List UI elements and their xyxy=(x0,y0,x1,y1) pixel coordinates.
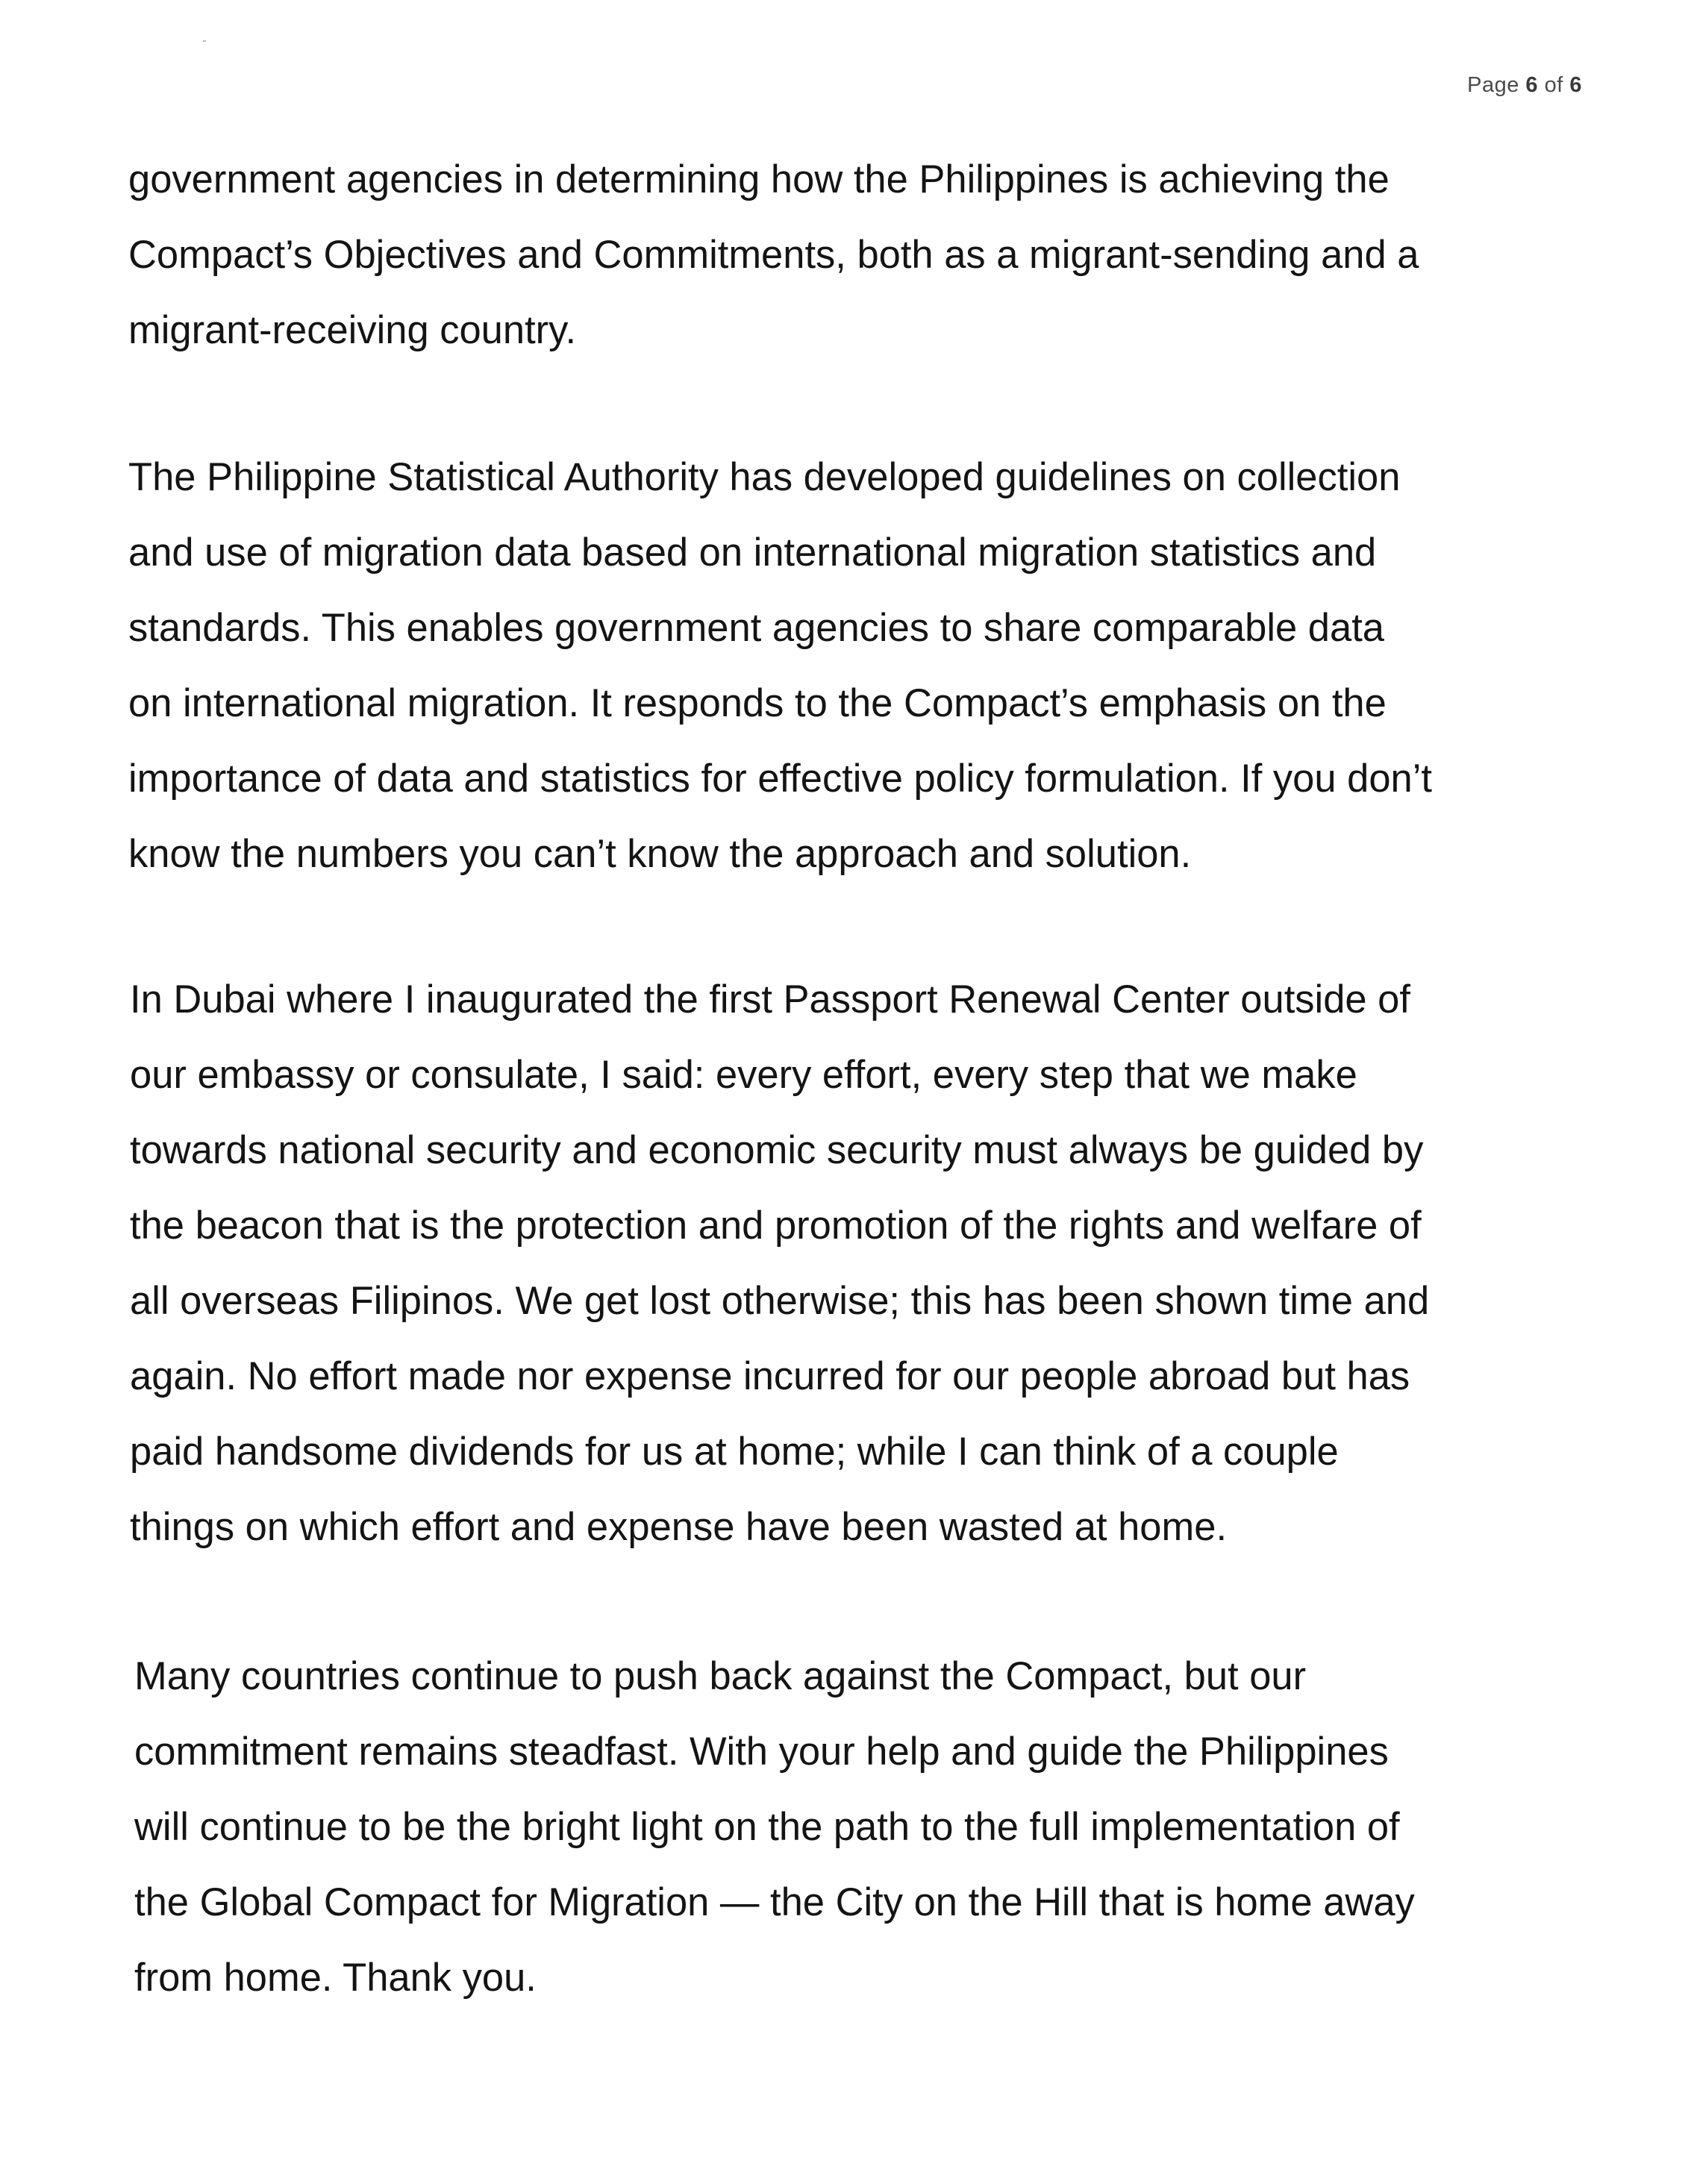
text-line: In Dubai where I inaugurated the first Passport Renewal Center outside of xyxy=(130,977,1410,1021)
text-line: government agencies in determining how the Philippines is achieving the xyxy=(128,157,1390,201)
page-number xyxy=(1467,73,1582,98)
text-line: standards. This enables government agencies to share comparable data xyxy=(128,606,1384,650)
text-line: the beacon that is the protection and promotion of the rights and welfare of xyxy=(130,1204,1422,1248)
page-number-current: 6 xyxy=(1525,73,1539,97)
text-line: towards national security and economic security must always be guided by xyxy=(130,1128,1424,1172)
text-line: importance of data and statistics for effective policy formulation. If you don’t xyxy=(128,757,1433,801)
text-line: our embassy or consulate, I said: every effort, every step that we make xyxy=(130,1053,1357,1097)
paragraph-3 xyxy=(130,962,1592,1565)
scan-speck xyxy=(203,40,206,42)
paragraph-4 xyxy=(134,1639,1597,2015)
page-number-total: 6 xyxy=(1569,73,1582,97)
text-line: Compact’s Objectives and Commitments, both as a migrant-sending and a xyxy=(128,233,1419,277)
text-line: things on which effort and expense have been wasted at home. xyxy=(130,1505,1228,1549)
text-line: all overseas Filipinos. We get lost otherwise; this has been shown time and xyxy=(130,1279,1430,1323)
text-line: paid handsome dividends for us at home; while I can think of a couple xyxy=(130,1430,1339,1474)
text-line: commitment remains steadfast. With your help and guide the Philippines xyxy=(134,1730,1389,1774)
page-number-of: of xyxy=(1544,73,1563,97)
text-line: know the numbers you can’t know the approach and solution. xyxy=(128,832,1192,876)
text-line: the Global Compact for Migration — the City on the Hill that is home away xyxy=(134,1880,1415,1924)
paragraph-1 xyxy=(128,142,1591,368)
text-line: The Philippine Statistical Authority has developed guidelines on collection xyxy=(128,455,1401,499)
text-line: and use of migration data based on international migration statistics and xyxy=(128,531,1377,575)
page-number-prefix: Page xyxy=(1467,73,1519,97)
paragraph-2 xyxy=(128,439,1591,892)
text-line: again. No effort made nor expense incurred for our people abroad but has xyxy=(130,1354,1410,1398)
text-line: will continue to be the bright light on the path to the full implementation of xyxy=(134,1805,1400,1849)
text-line: from home. Thank you. xyxy=(134,1956,537,2000)
text-line: on international migration. It responds to the Compact’s emphasis on the xyxy=(128,681,1387,725)
text-line: migrant-receiving country. xyxy=(128,308,577,352)
text-line: Many countries continue to push back against the Compact, but our xyxy=(134,1654,1307,1698)
